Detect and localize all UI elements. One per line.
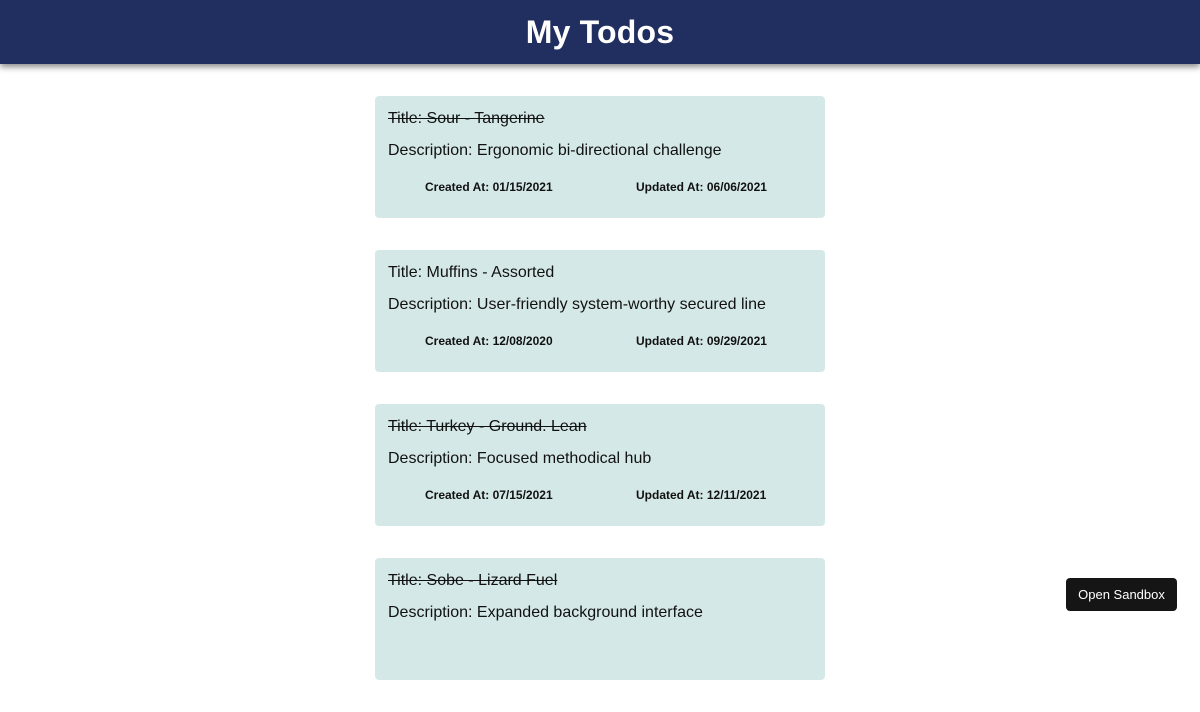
todo-title: Title: Sobe - Lizard Fuel — [388, 572, 558, 589]
updated-at: Updated At: 12/11/2021 — [636, 488, 767, 502]
todo-title: Title: Sour - Tangerine — [388, 110, 545, 127]
todo-dates — [375, 180, 825, 196]
todo-card — [375, 250, 825, 372]
todo-list — [375, 96, 825, 712]
page-title: My Todos — [525, 13, 675, 50]
created-at: Created At: 01/15/2021 — [425, 180, 553, 194]
created-at: Created At: 12/08/2020 — [425, 334, 553, 348]
updated-at: Updated At: 06/06/2021 — [636, 180, 767, 194]
todo-card — [375, 404, 825, 526]
updated-at: Updated At: 09/29/2021 — [636, 334, 767, 348]
created-at: Created At: 07/15/2021 — [425, 488, 553, 502]
todo-description: Description: Focused methodical hub — [388, 450, 652, 467]
open-sandbox-button[interactable]: Open Sandbox — [1066, 578, 1177, 611]
app-header — [0, 0, 1200, 64]
todo-title: Title: Turkey - Ground. Lean — [388, 418, 587, 435]
todo-description: Description: Ergonomic bi-directional challenge — [388, 142, 722, 159]
todo-card — [375, 96, 825, 218]
todo-dates — [375, 334, 825, 350]
todo-card — [375, 558, 825, 680]
todo-description: Description: User-friendly system-worthy secured line — [388, 296, 766, 313]
todo-dates — [375, 488, 825, 504]
todo-title: Title: Muffins - Assorted — [388, 264, 555, 281]
todo-description: Description: Expanded background interface — [388, 604, 703, 621]
